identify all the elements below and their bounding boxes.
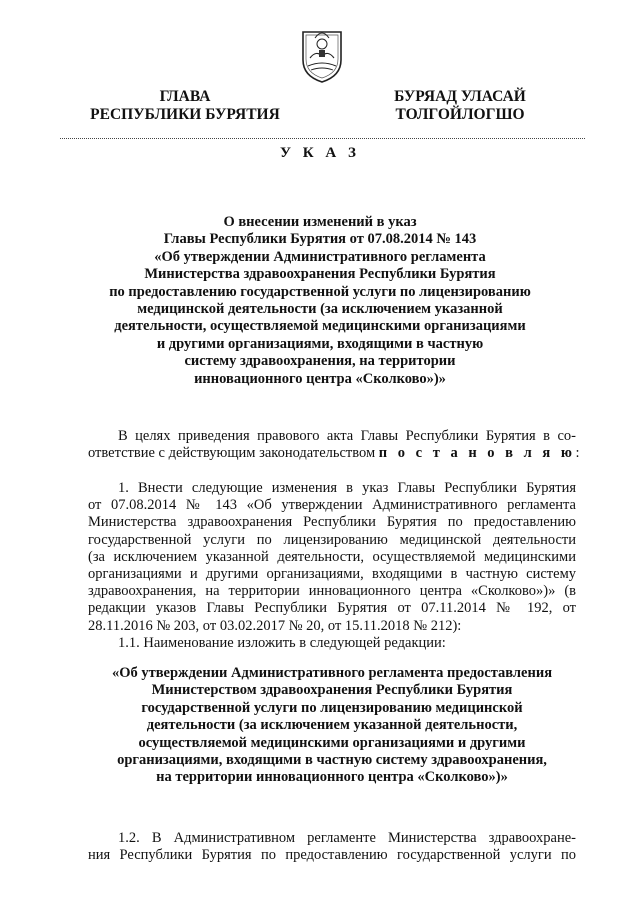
title-line: О внесении изменений в указ (223, 214, 417, 230)
preamble-line-1: В целях приведения правового акта Главы Республики Бурятия в со- (118, 428, 576, 444)
header-right-line-1: БУРЯАД УЛАСАЙ (394, 88, 526, 105)
header-left-line-2: РЕСПУБЛИКИ БУРЯТИЯ (90, 106, 280, 123)
title-line: по предоставлению государственной услуги по лицензированию (109, 283, 531, 300)
item-1-line: 1. Внести следующие изменения в указ Главы Республики Бурятия (118, 480, 576, 496)
quote-line: государственной услуги по лицензированию медицинской (141, 699, 523, 716)
title-line: инновационного центра «Сколково»)» (194, 370, 446, 387)
header-left-line-1: ГЛАВА (159, 88, 211, 105)
preamble (88, 428, 580, 462)
item-1-line: от 07.08.2014 № 143 «Об утверждении Административного регламента (88, 497, 576, 514)
item-1-1: 1.1. Наименование изложить в следующей редакции: (118, 634, 446, 651)
decree-word: п о с т а н о в л я ю (378, 445, 576, 462)
item-1-line: организациями и другими организациями, входящими в частную систему (88, 566, 576, 583)
item-1-2 (88, 830, 576, 864)
quote-line: деятельности (за исключением указанной деятельности, (146, 717, 518, 734)
preamble-text: ответствие с действующим законодательством (88, 445, 379, 462)
item-1-line: государственной услуги по лицензированию медицинской деятельности (88, 531, 576, 548)
title-line: и другими организациями, входящими в частную (156, 335, 484, 352)
title-line: деятельности, осуществляемой медицинскими организациями (114, 318, 526, 335)
item-1 (88, 480, 576, 652)
quote-line: осуществляемой медицинскими организациями и другими (138, 734, 526, 751)
quote-line: на территории инновационного центра «Сколково»)» (156, 769, 508, 786)
preamble-colon: : (575, 445, 580, 462)
item-1-2-line: 1.2. В Административном регламенте Министерства здравоохране- (118, 830, 576, 846)
header-divider (60, 138, 585, 139)
document-type: У К А З (280, 145, 360, 161)
item-1-2-line: ния Республики Бурятия по предоставлению государственной услуги по (88, 847, 576, 864)
quote-line: организациями, входящими в частную систему здравоохранения, (117, 752, 547, 769)
title-line: «Об утверждении Административного регламента (154, 248, 486, 265)
document-title (60, 214, 580, 388)
new-title-quote (88, 665, 576, 787)
title-line: Главы Республики Бурятия от 07.08.2014 № 143 (163, 231, 477, 248)
item-1-line: (за исключением указанной деятельности, осуществляемой медицинскими (88, 548, 576, 565)
item-1-line: Министерства здравоохранения Республики Бурятия по предоставлению (88, 514, 576, 531)
coat-of-arms-icon (297, 26, 347, 84)
item-1-line: 28.11.2016 № 203, от 03.02.2017 № 20, от 15.11.2018 № 212): (88, 617, 462, 634)
item-1-line: редакции указов Главы Республики Бурятия от 07.11.2014 № 192, от (88, 600, 576, 617)
title-line: медицинской деятельности (за исключением указанной (137, 301, 503, 318)
preamble-line-2 (88, 445, 580, 462)
header-right (330, 88, 590, 124)
quote-line: «Об утверждении Административного регламента предоставления (111, 665, 553, 681)
title-line: систему здравоохранения, на территории (184, 353, 456, 370)
title-line: Министерства здравоохранения Республики Бурятия (144, 266, 496, 283)
quote-line: Министерством здравоохранения Республики Бурятия (151, 682, 513, 699)
item-1-line: здравоохранения, на территории инновационного центра «Сколково»)» (в (88, 583, 576, 600)
header-left (60, 88, 310, 124)
header-right-line-2: ТОЛГОЙЛОГШО (395, 106, 525, 123)
